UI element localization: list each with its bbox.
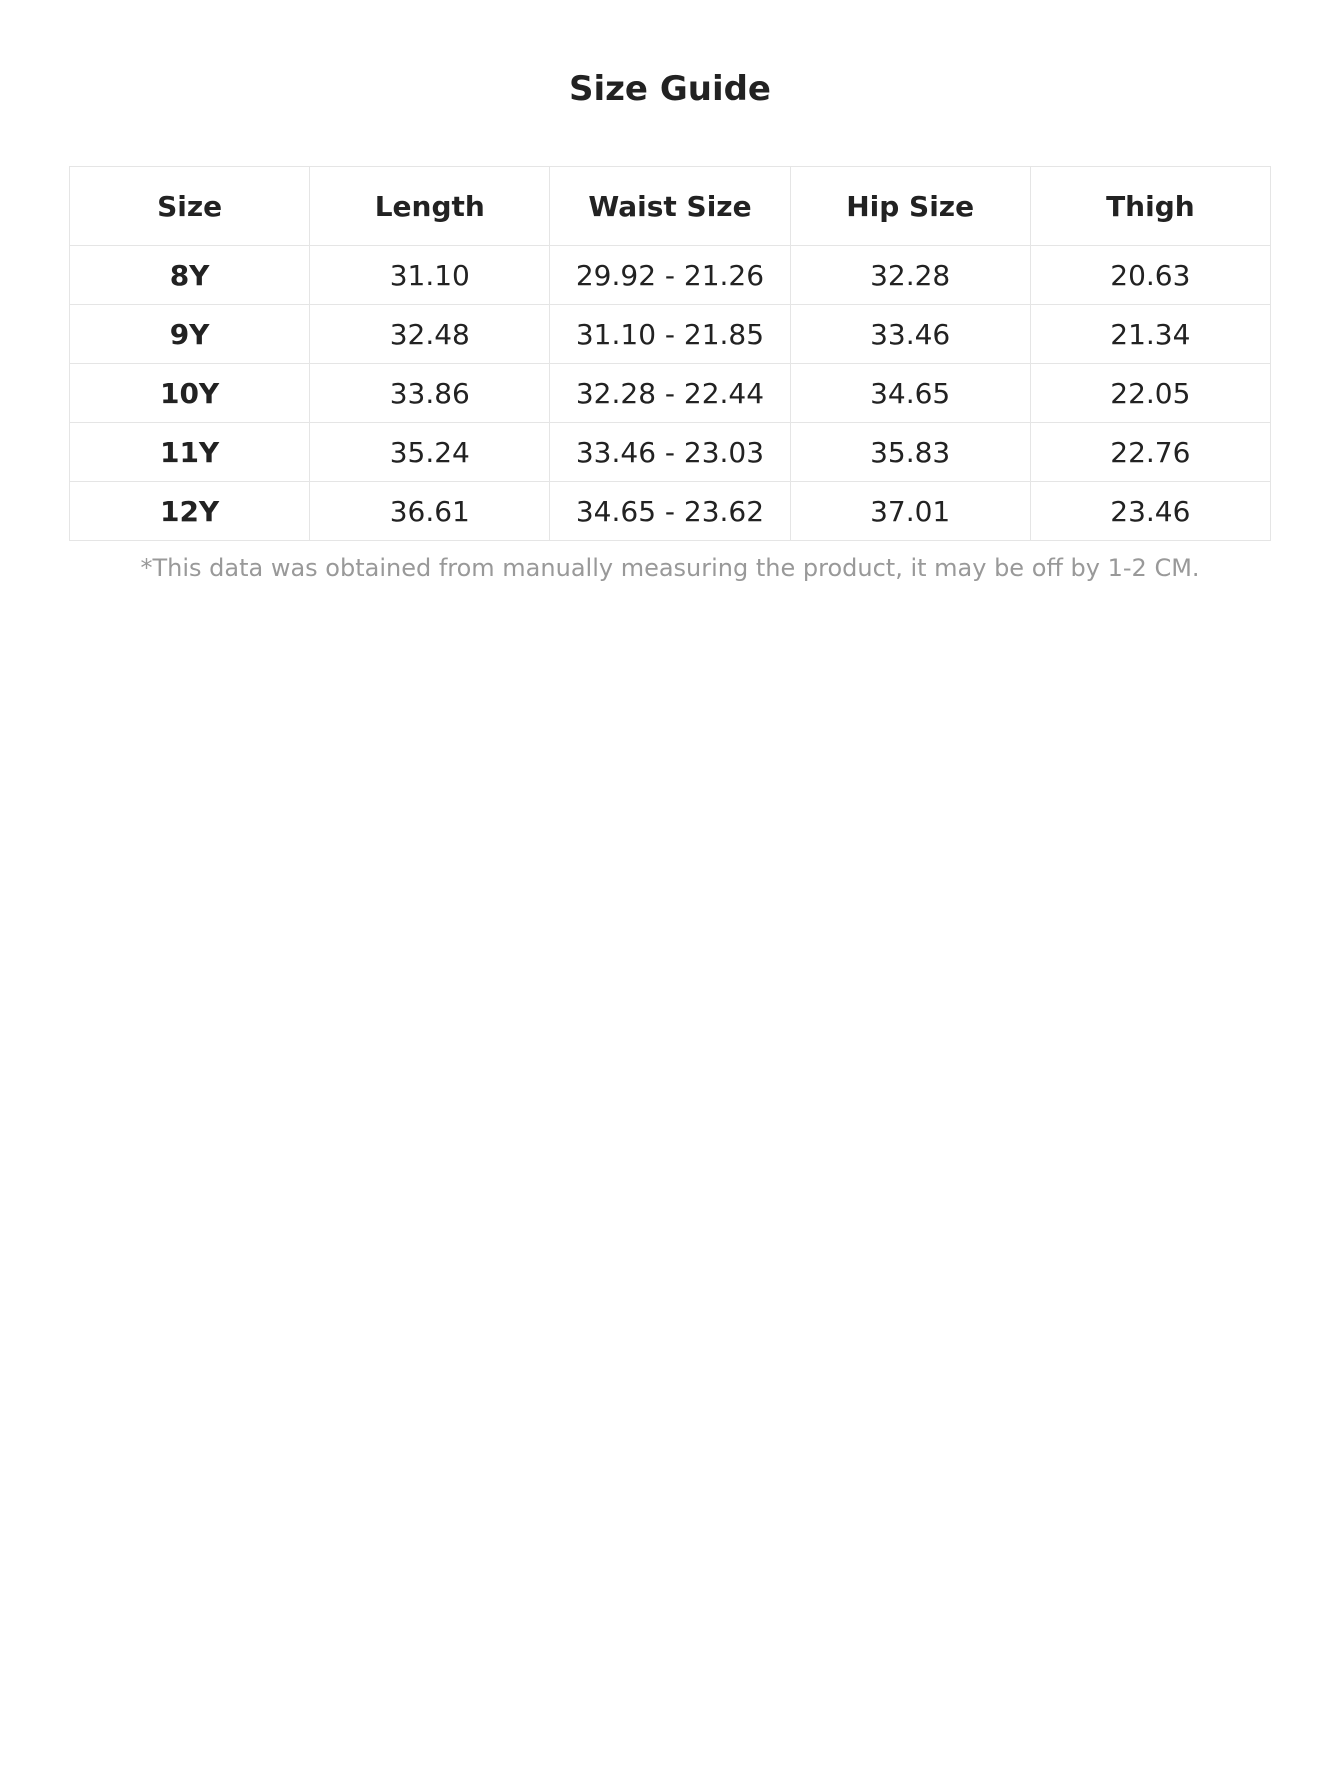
length-cell: 35.24 (310, 423, 550, 482)
size-table (69, 166, 1271, 541)
size-cell: 11Y (70, 423, 310, 482)
size-cell: 9Y (70, 305, 310, 364)
hip-size-cell: 33.46 (790, 305, 1030, 364)
measurement-footnote: *This data was obtained from manually measuring the product, it may be off by 1-2 CM. (140, 554, 1200, 582)
hip-size-cell: 32.28 (790, 246, 1030, 305)
thigh-cell: 23.46 (1030, 482, 1270, 541)
waist-size-cell: 29.92 - 21.26 (550, 246, 790, 305)
header-waist-size: Waist Size (550, 167, 790, 246)
size-cell: 10Y (70, 364, 310, 423)
header-hip-size: Hip Size (790, 167, 1030, 246)
waist-size-cell: 34.65 - 23.62 (550, 482, 790, 541)
thigh-cell: 22.76 (1030, 423, 1270, 482)
table-row (70, 423, 1271, 482)
table-row (70, 482, 1271, 541)
waist-size-cell: 33.46 - 23.03 (550, 423, 790, 482)
waist-size-cell: 31.10 - 21.85 (550, 305, 790, 364)
table-row (70, 364, 1271, 423)
hip-size-cell: 34.65 (790, 364, 1030, 423)
table-row (70, 246, 1271, 305)
length-cell: 36.61 (310, 482, 550, 541)
length-cell: 33.86 (310, 364, 550, 423)
header-length: Length (310, 167, 550, 246)
hip-size-cell: 37.01 (790, 482, 1030, 541)
size-cell: 12Y (70, 482, 310, 541)
length-cell: 31.10 (310, 246, 550, 305)
waist-size-cell: 32.28 - 22.44 (550, 364, 790, 423)
length-cell: 32.48 (310, 305, 550, 364)
page-title: Size Guide (569, 69, 771, 109)
thigh-cell: 20.63 (1030, 246, 1270, 305)
hip-size-cell: 35.83 (790, 423, 1030, 482)
size-cell: 8Y (70, 246, 310, 305)
thigh-cell: 21.34 (1030, 305, 1270, 364)
thigh-cell: 22.05 (1030, 364, 1270, 423)
table-row (70, 305, 1271, 364)
header-thigh: Thigh (1030, 167, 1270, 246)
header-size: Size (70, 167, 310, 246)
table-header-row (70, 167, 1271, 246)
